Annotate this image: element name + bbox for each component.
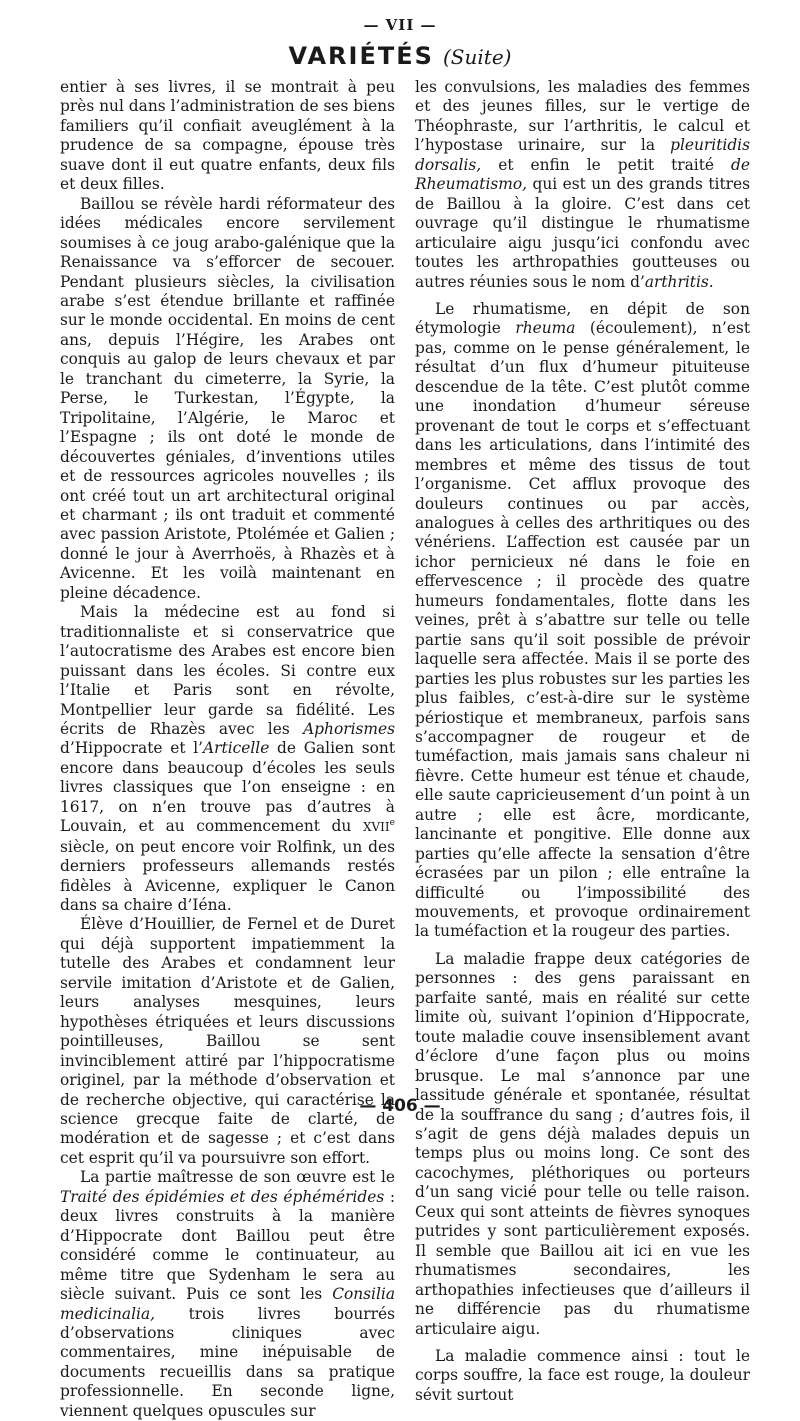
section-subtitle: (Suite) (443, 45, 512, 69)
italic-title: Consilia medicinalia, (60, 1285, 395, 1323)
paragraph: Élève d’Houillier, de Fernel et de Duret qui déjà supportent impatiemment la tutelle des Arabes et condamnent leur servile imitation d’Aristote et de Galien, leurs analyses mesquines, leurs hypothèses étriquées et leurs discussions pointilleuses, Baillou se sent invinciblement attiré par l’hippocratisme originel, par la méthode d’observation et de recherche objective, qui caractérise la science grecque faite de clarté, de modération et de sagesse ; et c’est dans cet esprit qu’il va poursuivre son effort. (60, 915, 395, 1167)
right-column (415, 78, 750, 1405)
bottom-page-number: — 406 — (359, 1096, 441, 1116)
paragraph: entier à ses livres, il se montrait à peu près nul dans l’administration de ses biens familiers qu’il confiait aveuglément à la prudence de sa compagne, épouse très suave dont il eut quatre enfants, deux fils et deux filles. (60, 78, 395, 194)
section-header (0, 42, 800, 70)
italic-title: de Rheumatismo, (415, 155, 750, 194)
ordinal-superscript: e (389, 818, 395, 829)
italic-title: Articelle (203, 739, 270, 758)
paragraph: Mais la médecine est au fond si traditionnaliste et si conservatrice que l’autocratisme des Arabes est encore bien puissant dans les écoles. Si contre eux l’Italie et Paris sont en révolte, Montpellier leur garde sa fidélité. Les écrits de Rhazès avec les Aphorismes d’Hippocrate et l’Articelle de Galien sont encore dans beaucoup d’écoles les seuls livres classiques que l’on enseigne : en 1617, on n’en trouve pas d’autres à Louvain, et au commencement du XVIIe siècle, on peut encore voir Rolfink, un des derniers professeurs allemands restés fidèles à Avicenne, expliquer le Canon dans sa chaire d’Iéna. (60, 603, 396, 915)
paragraph: La partie maîtresse de son œuvre est le Traité des épidémies et des éphémérides : deux livres construits à la manière d’Hippocrate dont Baillou peut être considéré comme le continuateur, au même titre que Sydenham le sera au siècle suivant. Puis ce sont les Consilia medicinalia, trois livres bourrés d’observations cliniques avec commentaires, mine inépuisable de documents recueillis dans sa pratique professionnelle. En seconde ligne, viennent quelques opuscules sur (60, 1168, 396, 1420)
paragraph: les convulsions, les maladies des femmes et des jeunes filles, sur le vertige de Théophraste, sur l’arthritis, le calcul et l’hypostase urinaire, sur la pleuritidis dorsalis, et enfin le petit traité de Rheumatismo, qui est un des grands titres de Baillou à la gloire. C’est dans cet ouvrage qu’il distingue le rhumatisme articulaire aigu jusqu’ici confondu avec toutes les arthropathies goutteuses ou autres réunies sous le nom d’arthritis. (415, 78, 750, 291)
paragraph: La maladie frappe deux catégories de personnes : des gens paraissant en parfaite santé, mais en réalité sur cette limite où, suivant l’opinion d’Hippocrate, toute maladie couve insensiblement avant d’éclore d’une façon plus ou moins brusque. Le mal s’annonce par une lassitude générale et spontanée, résultat de la souffrance du sang ; d’autres fois, il s’agit de gens déjà malades depuis un temps plus ou moins long. Ce sont des cacochymes, pléthoriques ou porteurs d’un sang vicié pour telle ou telle raison. Ceux qui sont atteints de fièvres synoques putrides y sont particulièrement exposés. Il semble que Baillou ait ici en vue les rhumatismes secondaires, les arthopathies infectieuses que d’ailleurs il ne différencie pas du rhumatisme articulaire aigu. (415, 949, 750, 1338)
italic-term: rheuma (515, 319, 576, 338)
paragraph: Le rhumatisme, en dépit de son étymologie rheuma (écoulement), n’est pas, comme on le pense généralement, le résultat d’un flux d’humeur pituiteuse descendue de la tête. C’est plutôt comme une inondation d’humeur séreuse provenant de tout le corps et s’effectuant dans les articulations, dans l’intimité des membres et même des tissus de tout l’organisme. Cet afflux provoque des douleurs continues ou par accès, analogues à celles des arthritiques ou des vénériens. L’affection est causée par un ichor pernicieux né dans le foie en effervescence ; il procède des quatre humeurs fondamentales, flotte dans les veines, prêt à s’abattre sur telle ou telle partie sans qu’il soit possible de prévoir laquelle sera affectée. Mais il se porte des parties les plus robustes sur les parties les plus faibles, c’est-à-dire sur le système périostique et membraneux, parfois sans s’accompagner de rougeur et de tuméfaction, mais jamais sans chaleur ni fièvre. Cette humeur est ténue et chaude, elle saute capricieusement d’un point à un autre ; elle est âcre, mordicante, lancinante et pongitive. Elle donne aux parties qu’elle affecte la sensation d’être écrasées par un pilon ; elle entraîne la difficulté ou l’impossibilité des mouvements, et provoque ordinairement la tuméfaction et la rougeur des parties. (415, 299, 751, 941)
century-numeral: XVII (362, 820, 390, 835)
top-page-number: — VII — (363, 16, 437, 34)
italic-title: pleuritidis dorsalis, (415, 136, 750, 174)
section-title: VARIÉTÉS (288, 42, 434, 70)
italic-title: Traité des épidémies et des éphémérides (60, 1187, 385, 1206)
italic-title: Aphorismes (303, 719, 395, 738)
left-column (60, 78, 395, 1421)
paragraph: La maladie commence ainsi : tout le corps souffre, la face est rouge, la douleur sévit surtout (415, 1347, 750, 1404)
paragraph: Baillou se révèle hardi réformateur des idées médicales encore servilement soumises à ce joug arabo-galénique que la Renaissance va s’efforcer de secouer. Pendant plusieurs siècles, la civilisation arabe s’est étendue brillante et raffinée sur le monde occidental. En moins de cent ans, depuis l’Hégire, les Arabes ont conquis au galop de leurs chevaux et par le tranchant du cimeterre, la Syrie, la Perse, le Turkestan, l’Égypte, la Tripolitaine, l’Algérie, le Maroc et l’Espagne ; ils ont doté le monde de découvertes géniales, d’inventions utiles et de ressources agricoles nouvelles ; ils ont créé tout un art architectural original et charmant ; ils ont traduit et commenté avec passion Aristote, Ptolémée et Galien ; donné le jour à Averrhoës, à Rhazès et à Avicenne. Et les voilà maintenant en pleine décadence. (60, 194, 395, 602)
italic-term: arthritis. (644, 272, 714, 291)
